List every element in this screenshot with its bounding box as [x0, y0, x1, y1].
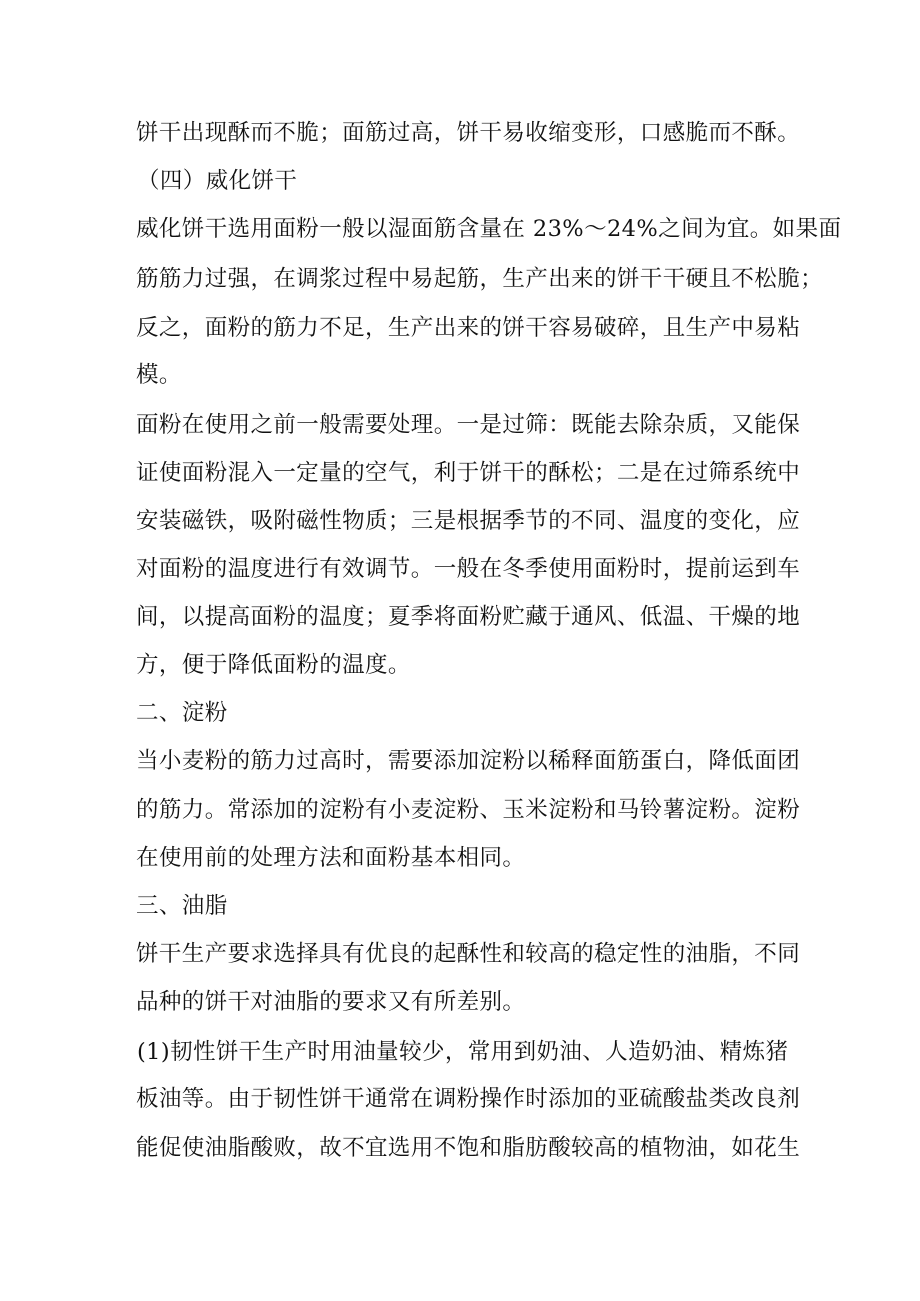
text-line: 筋筋力过强，在调浆过程中易起筋，生产出来的饼干干硬且不松脆；: [136, 266, 824, 292]
text-line: 在使用前的处理方法和面粉基本相同。: [136, 845, 526, 871]
text-line: 安装磁铁，吸附磁性物质；三是根据季节的不同、温度的变化，应: [136, 508, 801, 534]
text-line: (1)韧性饼干生产时用油量较少，常用到奶油、人造奶油、精炼猪: [137, 1039, 789, 1065]
section-heading: （四）威化饼干: [137, 168, 298, 194]
text-line: 的筋力。常添加的淀粉有小麦淀粉、玉米淀粉和马铃薯淀粉。淀粉: [136, 797, 801, 823]
text-line: 模。: [136, 362, 182, 388]
text-line: 能促使油脂酸败，故不宜选用不饱和脂肪酸较高的植物油，如花生: [136, 1135, 801, 1161]
text-line: 品种的饼干对油脂的要求又有所差别。: [136, 989, 526, 1015]
text-line: 威化饼干选用面粉一般以湿面筋含量在 23%～24%之间为宜。如果面: [136, 216, 842, 242]
section-heading: 三、油脂: [136, 893, 228, 919]
text-line: 饼干生产要求选择具有优良的起酥性和较高的稳定性的油脂，不同: [136, 941, 801, 967]
text-line: 反之，面粉的筋力不足，生产出来的饼干容易破碎，且生产中易粘: [136, 315, 801, 341]
text-line: 间，以提高面粉的温度；夏季将面粉贮藏于通风、低温、干燥的地: [136, 604, 801, 630]
text-line: 方，便于降低面粉的温度。: [136, 652, 411, 678]
text-line: 饼干出现酥而不脆；面筋过高，饼干易收缩变形，口感脆而不酥。: [136, 120, 801, 146]
section-heading: 二、淀粉: [136, 700, 228, 726]
text-line: 面粉在使用之前一般需要处理。一是过筛：既能去除杂质，又能保: [136, 412, 801, 438]
text-line: 对面粉的温度进行有效调节。一般在冬季使用面粉时，提前运到车: [136, 556, 801, 582]
text-line: 当小麦粉的筋力过高时，需要添加淀粉以稀释面筋蛋白，降低面团: [136, 748, 801, 774]
text-line: 板油等。由于韧性饼干通常在调粉操作时添加的亚硫酸盐类改良剂: [136, 1086, 801, 1112]
text-line: 证使面粉混入一定量的空气，利于饼干的酥松；二是在过筛系统中: [136, 460, 801, 486]
